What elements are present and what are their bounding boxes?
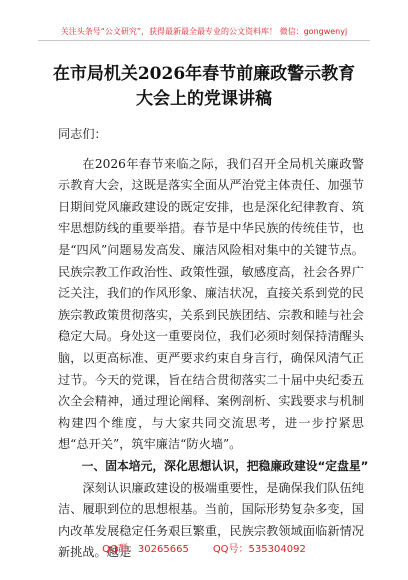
footer-qq-group: QQ群：30265665 (102, 544, 189, 555)
title-line-1: 在市局机关2026年春节前廉政警示教育 (52, 64, 356, 84)
title-line-2: 大会上的党课讲稿 (136, 89, 272, 109)
footer-qq-number: QQ号：535304092 (212, 544, 306, 555)
salutation: 同志们： (58, 127, 107, 141)
header-divider (38, 40, 370, 41)
header-banner: 关注头条号“公文研究”，获得最新最全最专业的公文资料库！ 微信：gongwenyj (60, 27, 348, 36)
paragraph-section-1: 深刻认识廉政建设的极端重要性，是确保我们队伍纯洁、履职到位的思想根基。当前，国际形势复杂多变，国内改革发展稳定任务艰巨繁重，民族宗教领域面临新情况新挑战。越是 (58, 480, 364, 560)
page-footer (0, 540, 408, 560)
paragraph-intro: 在2026年春节来临之际，我们召开全局机关廉政警示教育大会，这既是落实全面从严治党主体责任、加强节日期间党风廉政建设的既定安排，也是深化纪律教育、筑牢思想防线的重要举措。春节是中华民族的传统佳节，也是“四风”问题易发高发、廉洁风险相对集中的关键节点。民族宗教工作政治性、政策性强，敏感度高，社会各界广泛关注，我们的作风形象、廉洁状况，直接关系到党的民族宗教政策贯彻落实，关系到民族团结、宗教和睦与社会稳定大局。身处这一重要岗位，我们必须时刻保持清醒头脑，以更高标准、更严要求约束自身言行，确保风清气正过节。今天的党课，旨在结合贯彻落实二十届中央纪委五次全会精神，通过理论阐释、案例剖析、实践要求与机制构建四个维度，与大家共同交流思考，进一步拧紧思想“总开关”，筑牢廉洁“防火墙”。 (58, 156, 364, 452)
section-heading-1: 一、固本培元，深化思想认识，把稳廉政建设“定盘星” (81, 458, 369, 473)
page-header (0, 0, 408, 40)
document-body (58, 124, 369, 564)
document-title (30, 62, 378, 112)
